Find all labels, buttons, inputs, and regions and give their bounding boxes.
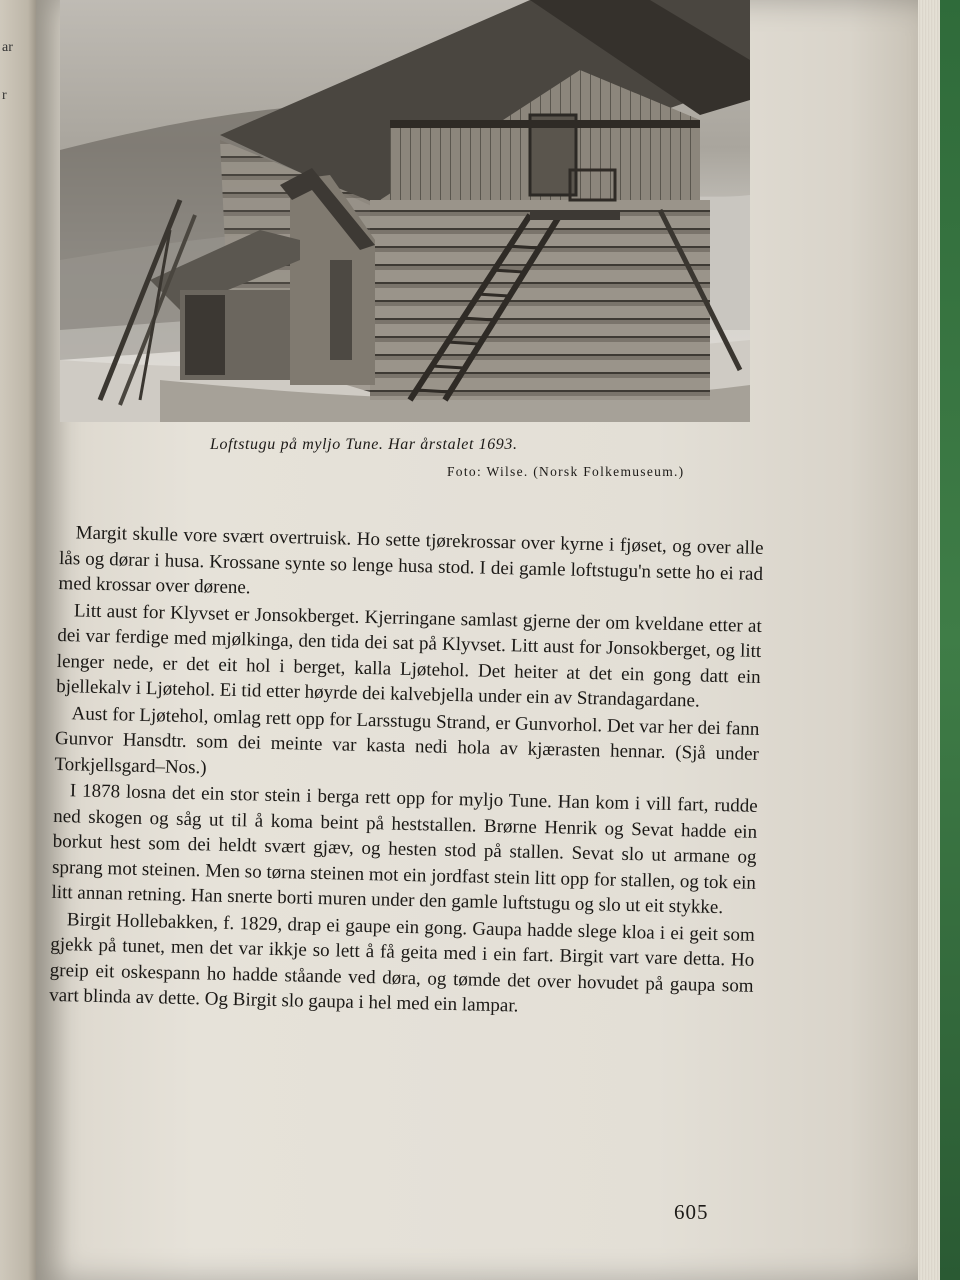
paragraph: Birgit Hollebakken, f. 1829, drap ei gaupe ein gong. Gaupa hadde slege kloa i ei geit som gjekk på tunet, men det var ikkje so lett å få geita med i ein fart. Birgit vart vare detta. Ho greip eit oskespann ho hadde ståande ved døra, og tømde det over hovudet på gaupa som vart blinda av dette. Og Birgit slo gaupa i hel med ein lampar.: [48, 908, 756, 1017]
left-page-edge: [0, 0, 40, 1280]
paragraph: I 1878 losna det ein stor stein i berga rett opp for myljo Tune. Han kom i vill fart, rudde ned skogen og såg ut til å koma beint på heststallen. Brørne Henrik og Sevat hadde ein borkut hest som dei heldt svært gjæv, og hesten stod på stallen. Sevat slo ut armane og sprang mot steinen. Men so tørna steinen mot ein jordfast stein litt opp for stallen, og tok ein litt annan retning. Han snerte borti muren under den gamle luftstugu og slo ut eit stykke.: [51, 780, 758, 919]
paragraph: Margit skulle vore svært overtruisk. Ho sette tjørekrossar over kyrne i fjøset, og over alle lås og dørar i husa. Krossane synte so lenge husa stod. I dei gamle loftstugu'n sette ho ei rad med krossar over dørene.: [58, 522, 764, 599]
paragraph: Litt aust for Klyvset er Jonsokberget. Kjerringane samlast gjerne der om kveldane etter at dei var ferdige med mjølkinga, den tida dei sat på Klyvset. Litt aust for Jonsokberget, og litt lenger nede, er det eit hol i berget, kalla Ljøtehol. Det heiter at det ein gong datt ein bjellekalv i Ljøtehol. Ei tid etter høyrde dei kalvebjella under ein av Strandagardane.: [55, 599, 763, 712]
left-page-fragment: r: [2, 88, 7, 103]
body-text: [49, 520, 764, 1025]
figure-caption: Loftstugu på myljo Tune. Har årstalet 1693.: [210, 436, 518, 453]
storehouse-photo: [60, 0, 750, 422]
page-number: 605: [674, 1200, 709, 1224]
page-stack-edge: [918, 0, 940, 1280]
left-page-fragment: ar: [2, 40, 13, 55]
storehouse-photo-drawing: [60, 0, 750, 422]
table-surface: [940, 0, 960, 1280]
paragraph: Aust for Ljøtehol, omlag rett opp for Larsstugu Strand, er Gunvorhol. Det var her dei fann Gunvor Hansdtr. som dei meinte var kasta nedi hola av kjærasten hennar. (Sjå under Torkjellsgard–Nos.): [54, 702, 760, 778]
photo-credit: Foto: Wilse. (Norsk Folkemuseum.): [447, 464, 685, 479]
